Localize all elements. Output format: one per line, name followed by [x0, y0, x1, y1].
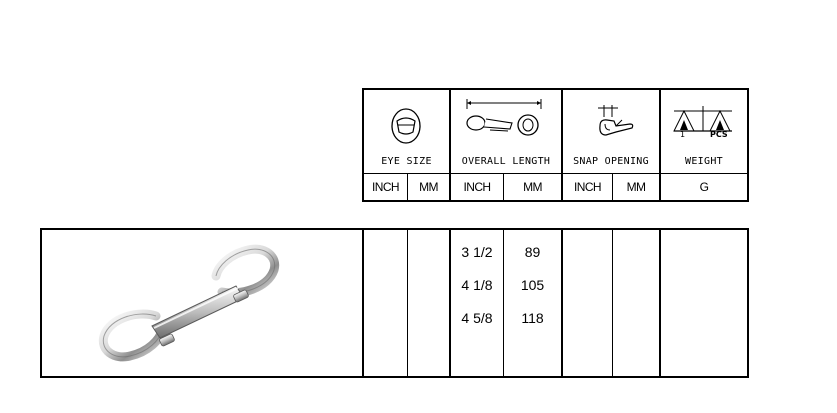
- overall-length-mm-3: 118: [521, 310, 544, 326]
- eye-size-label: EYE SIZE: [381, 156, 432, 167]
- weight-icon-pcs: PCS: [710, 130, 728, 139]
- eye-ring-icon: [386, 105, 426, 147]
- snap-opening-icon: [592, 104, 636, 142]
- eye-size-inch-unit: INCH: [372, 180, 399, 194]
- weight-icon-qty: 1: [680, 130, 686, 139]
- eye-size-mm-unit: MM: [419, 180, 438, 194]
- weight-label: WEIGHT: [685, 156, 723, 167]
- overall-length-mm-2: 105: [520, 277, 545, 293]
- overall-length-inch-2: 4 1/8: [461, 277, 493, 293]
- overall-length-inch-1: 3 1/2: [461, 244, 493, 260]
- overall-length-inch-unit: INCH: [463, 180, 491, 194]
- snap-opening-mm-unit: MM: [626, 180, 646, 194]
- overall-length-inch-3: 4 5/8: [461, 310, 493, 326]
- snap-hook-length-icon: [462, 97, 548, 141]
- snap-opening-inch-unit: INCH: [574, 180, 601, 194]
- overall-length-mm-1: 89: [524, 244, 541, 260]
- overall-length-label: OVERALL LENGTH: [461, 156, 551, 167]
- snap-opening-label: SNAP OPENING: [573, 156, 649, 167]
- weight-g-unit: G: [699, 180, 709, 194]
- double-ended-bolt-snap-image: [98, 244, 280, 364]
- overall-length-mm-unit: MM: [523, 180, 542, 194]
- scale-weight-icon: [670, 103, 736, 143]
